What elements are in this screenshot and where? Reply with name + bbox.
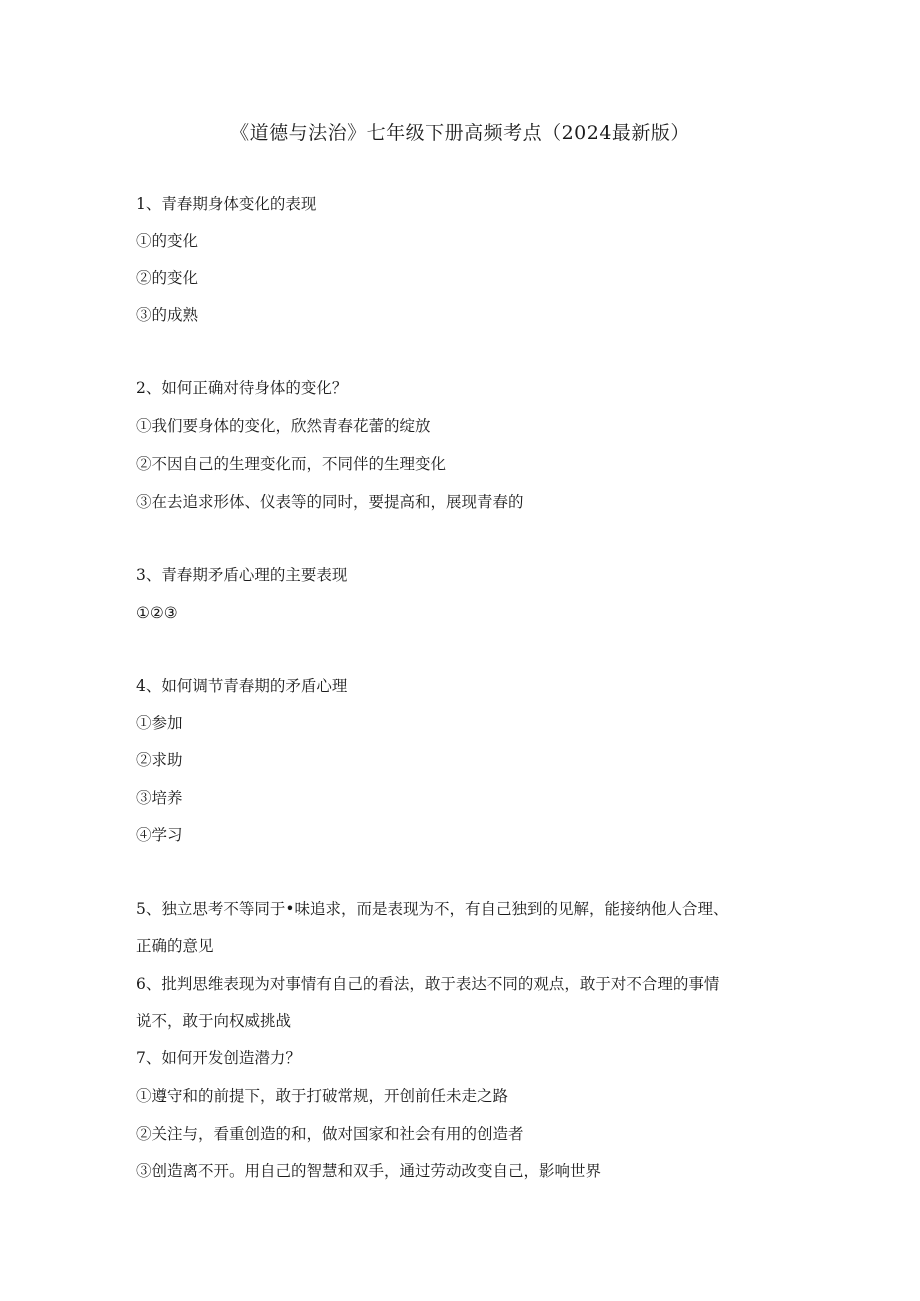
question-4-item-4: ④学习 (136, 826, 183, 844)
question-2-item-2: ②不因自己的生理变化而，不同伴的生理变化 (136, 455, 447, 473)
question-1-item-2: ②的变化 (136, 269, 199, 287)
question-7-item-1: ①遵守和的前提下，敢于打破常规，开创前任未走之路 (136, 1087, 509, 1105)
question-4-item-3: ③培养 (136, 789, 183, 807)
question-1-item-3: ③的成熟 (136, 306, 199, 324)
question-6-text-cont: 说不，敢于向权威挑战 (136, 1012, 292, 1030)
question-1-heading: 1、青春期身体变化的表现 (136, 195, 317, 213)
question-6-text: 6、批判思维表现为对事情有自己的看法，敢于表达不同的观点，敢于对不合理的事情 (136, 975, 720, 993)
question-3-heading: 3、青春期矛盾心理的主要表现 (136, 566, 348, 584)
question-3-item-1: ①②③ (136, 604, 178, 622)
question-5-text-cont: 正确的意见 (136, 937, 214, 955)
question-2-item-1: ①我们要身体的变化，欣然青春花蕾的绽放 (136, 417, 431, 435)
question-2-heading: 2、如何正确对待身体的变化？ (136, 379, 348, 397)
question-7-item-3: ③创造离不开。用自己的智慧和双手，通过劳动改变自己，影响世界 (136, 1162, 602, 1180)
question-4-heading: 4、如何调节青春期的矛盾心理 (136, 677, 348, 695)
question-5-text: 5、独立思考不等同于•味追求，而是表现为不，有自己独到的见解，能接纳他人合理、 (136, 900, 729, 918)
document-title: 《道德与法治》七年级下册高频考点（2024最新版） (230, 122, 690, 144)
question-1-item-1: ①的变化 (136, 232, 199, 250)
question-7-item-2: ②关注与，看重创造的和，做对国家和社会有用的创造者 (136, 1125, 524, 1143)
question-4-item-2: ②求助 (136, 751, 183, 769)
question-7-heading: 7、如何开发创造潜力？ (136, 1049, 301, 1067)
question-4-item-1: ①参加 (136, 714, 183, 732)
question-2-item-3: ③在去追求形体、仪表等的同时，要提高和，展现青春的 (136, 493, 524, 511)
